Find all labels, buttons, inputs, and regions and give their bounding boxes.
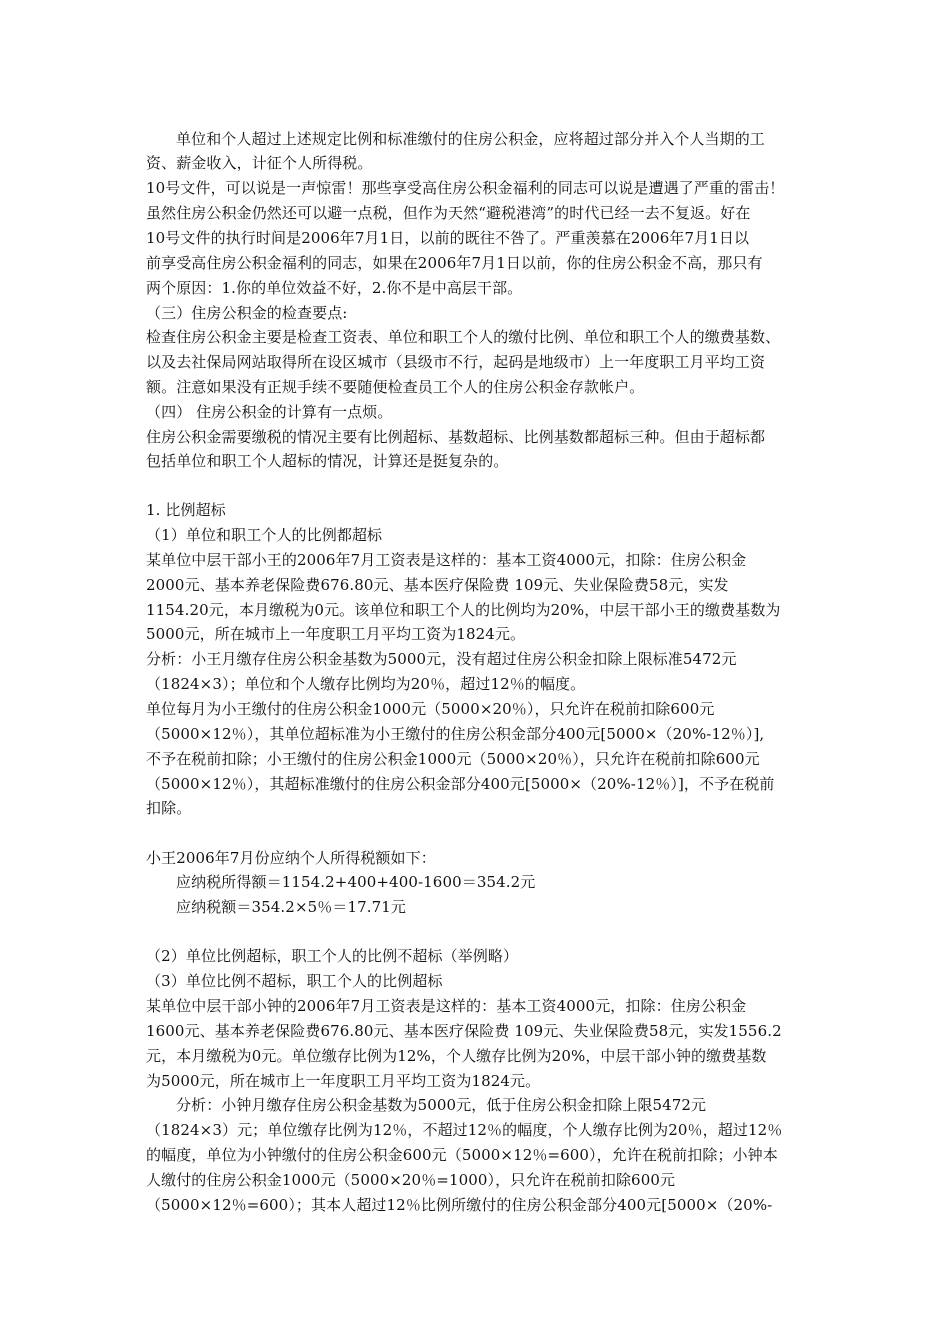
text-line: 2000元、基本养老保险费676.80元、基本医疗保险费 109元、失业保险费58元，实发 [146,576,729,594]
text-line: 1154.20元，本月缴税为0元。该单位和职工个人的比例均为20%，中层干部小王的缴费基数为 [146,601,781,619]
text-line: （5000×12％），其单位超标准为小王缴付的住房公积金部分400元[5000×（20%-12％）], [146,725,765,743]
text-line: 额。注意如果没有正规手续不要随便检查员工个人的住房公积金存款帐户。 [146,378,645,396]
text-line: 单位和个人超过上述规定比例和标准缴付的住房公积金，应将超过部分并入个人当期的工 [176,130,765,148]
text-line: 10号文件，可以说是一声惊雷！那些享受高住房公积金福利的同志可以说是遭遇了严重的雷击！ [146,179,785,197]
text-line: 前享受高住房公积金福利的同志，如果在2006年7月1日以前，你的住房公积金不高，那只有 [146,254,763,272]
text-line: 虽然住房公积金仍然还可以避一点税，但作为天然“避税港湾”的时代已经一去不复返。好在 [146,204,751,222]
section-heading: 1. 比例超标 [146,501,226,519]
text-line: 两个原因：1.你的单位效益不好，2.你不是中高层干部。 [146,279,523,297]
text-line: （1824×3）；单位和个人缴存比例均为20％，超过12％的幅度。 [146,675,586,693]
text-line: 单位每月为小王缴付的住房公积金1000元（5000×20％），只允许在税前扣除600元 [146,700,715,718]
section-heading: （四） 住房公积金的计算有一点烦。 [146,403,393,421]
text-line: 不予在税前扣除；小王缴付的住房公积金1000元（5000×20％），只允许在税前扣除600元 [146,750,760,768]
text-line: 1600元、基本养老保险费676.80元、基本医疗保险费 109元、失业保险费58元，实发1556.2 [146,1022,782,1040]
text-line: （1824×3）元；单位缴存比例为12％，不超过12％的幅度，个人缴存比例为20％，超过12％ [146,1121,783,1139]
text-line: 资、薪金收入，计征个人所得税。 [146,154,373,172]
formula-line: 应纳税所得额＝1154.2+400+400-1600＝354.2元 [176,873,536,891]
text-line: 元，本月缴税为0元。单位缴存比例为12%，个人缴存比例为20%，中层干部小钟的缴费基数 [146,1047,767,1065]
formula-line: 应纳税额＝354.2×5％＝17.71元 [176,898,406,916]
text-line: 住房公积金需要缴税的情况主要有比例超标、基数超标、比例基数都超标三种。但由于超标都 [146,428,766,446]
text-line: 为5000元，所在城市上一年度职工月平均工资为1824元。 [146,1072,541,1090]
text-line: 某单位中层干部小王的2006年7月工资表是这样的：基本工资4000元，扣除：住房公积金 [146,551,747,569]
text-line: 包括单位和职工个人超标的情况，计算还是挺复杂的。 [146,452,509,470]
text-line: 10号文件的执行时间是2006年7月1日，以前的既往不咎了。严重羡慕在2006年7月1日以 [146,229,750,247]
text-line: 分析：小钟月缴存住房公积金基数为5000元，低于住房公积金扣除上限5472元 [176,1096,707,1114]
text-line: （5000×12％=600）；其本人超过12％比例所缴付的住房公积金部分400元[5000×（20%- [146,1196,773,1214]
text-line: 的幅度，单位为小钟缴付的住房公积金600元（5000×12％=600），允许在税前扣除；小钟本 [146,1146,778,1164]
subsection-heading: （1）单位和职工个人的比例都超标 [146,526,383,544]
subsection-heading: （3）单位比例不超标，职工个人的比例超标 [146,972,443,990]
text-line: 人缴付的住房公积金1000元（5000×20％=1000），只允许在税前扣除600元 [146,1171,676,1189]
section-heading: （三）住房公积金的检查要点: [146,304,348,322]
text-line: 小王2006年7月份应纳个人所得税额如下： [146,849,436,867]
text-line: 扣除。 [146,799,192,817]
text-line: 某单位中层干部小钟的2006年7月工资表是这样的：基本工资4000元，扣除：住房公积金 [146,997,747,1015]
text-line: （5000×12％），其超标准缴付的住房公积金部分400元[5000×（20%-12％）]，不予在税前 [146,775,775,793]
text-line: 5000元，所在城市上一年度职工月平均工资为1824元。 [146,625,526,643]
text-line: 以及去社保局网站取得所在设区城市（县级市不行，起码是地级市）上一年度职工月平均工资 [146,353,766,371]
text-line: 检查住房公积金主要是检查工资表、单位和职工个人的缴付比例、单位和职工个人的缴费基数、 [146,328,781,346]
text-line: 分析：小王月缴存住房公积金基数为5000元，没有超过住房公积金扣除上限标准5472元 [146,650,737,668]
subsection-heading: （2）单位比例超标，职工个人的比例不超标（举例略） [146,947,519,965]
